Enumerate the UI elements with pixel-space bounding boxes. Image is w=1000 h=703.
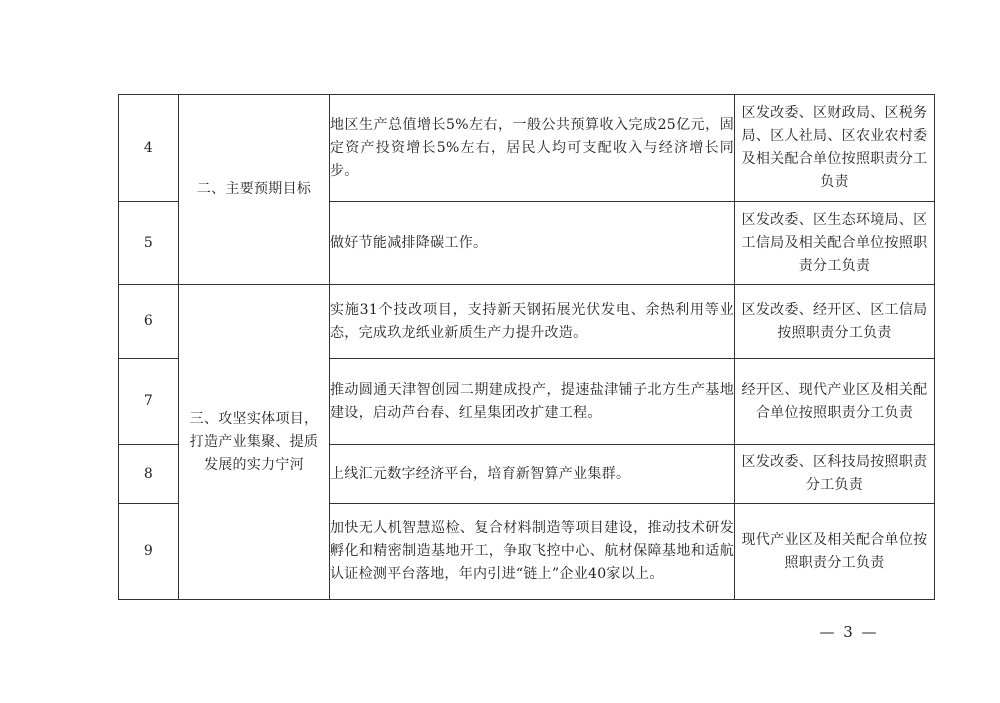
category-label: 二、主要预期目标 bbox=[196, 181, 312, 197]
responsible-cell: 区发改委、区科技局按照职责分工负责 bbox=[735, 445, 935, 504]
responsible-cell: 经开区、现代产业区及相关配合单位按照职责分工负责 bbox=[735, 359, 935, 445]
row-number: 9 bbox=[119, 504, 179, 600]
category-cell bbox=[179, 95, 330, 285]
task-cell: 推动圆通天津智创园二期建成投产，提速盐津铺子北方生产基地建设，启动芦台春、红星集团改扩建工程。 bbox=[330, 359, 735, 445]
task-cell: 实施31个技改项目，支持新天钢拓展光伏发电、余热利用等业态，完成玖龙纸业新质生产力提升改造。 bbox=[330, 285, 735, 359]
table-row bbox=[119, 285, 935, 359]
responsible-cell: 区发改委、经开区、区工信局按照职责分工负责 bbox=[735, 285, 935, 359]
task-cell: 做好节能减排降碳工作。 bbox=[330, 202, 735, 285]
category-cell bbox=[179, 285, 330, 600]
task-cell: 加快无人机智慧巡检、复合材料制造等项目建设，推动技术研发孵化和精密制造基地开工，争取飞控中心、航材保障基地和适航认证检测平台落地，年内引进“链上”企业40家以上。 bbox=[330, 504, 735, 600]
responsible-cell: 区发改委、区财政局、区税务局、区人社局、区农业农村委及相关配合单位按照职责分工负责 bbox=[735, 95, 935, 202]
task-table bbox=[118, 94, 935, 600]
row-number: 5 bbox=[119, 202, 179, 285]
row-number: 4 bbox=[119, 95, 179, 202]
category-label: 三、攻坚实体项目，打造产业集聚、提质发展的实力宁河 bbox=[189, 410, 319, 473]
responsible-cell: 区发改委、区生态环境局、区工信局及相关配合单位按照职责分工负责 bbox=[735, 202, 935, 285]
task-cell: 地区生产总值增长5%左右，一般公共预算收入完成25亿元，固定资产投资增长5%左右，居民人均可支配收入与经济增长同步。 bbox=[330, 95, 735, 202]
task-cell: 上线汇元数字经济平台，培育新智算产业集群。 bbox=[330, 445, 735, 504]
responsible-cell: 现代产业区及相关配合单位按照职责分工负责 bbox=[735, 504, 935, 600]
row-number: 7 bbox=[119, 359, 179, 445]
table-row bbox=[119, 95, 935, 202]
page-number: — 3 — bbox=[819, 623, 879, 641]
row-number: 6 bbox=[119, 285, 179, 359]
row-number: 8 bbox=[119, 445, 179, 504]
